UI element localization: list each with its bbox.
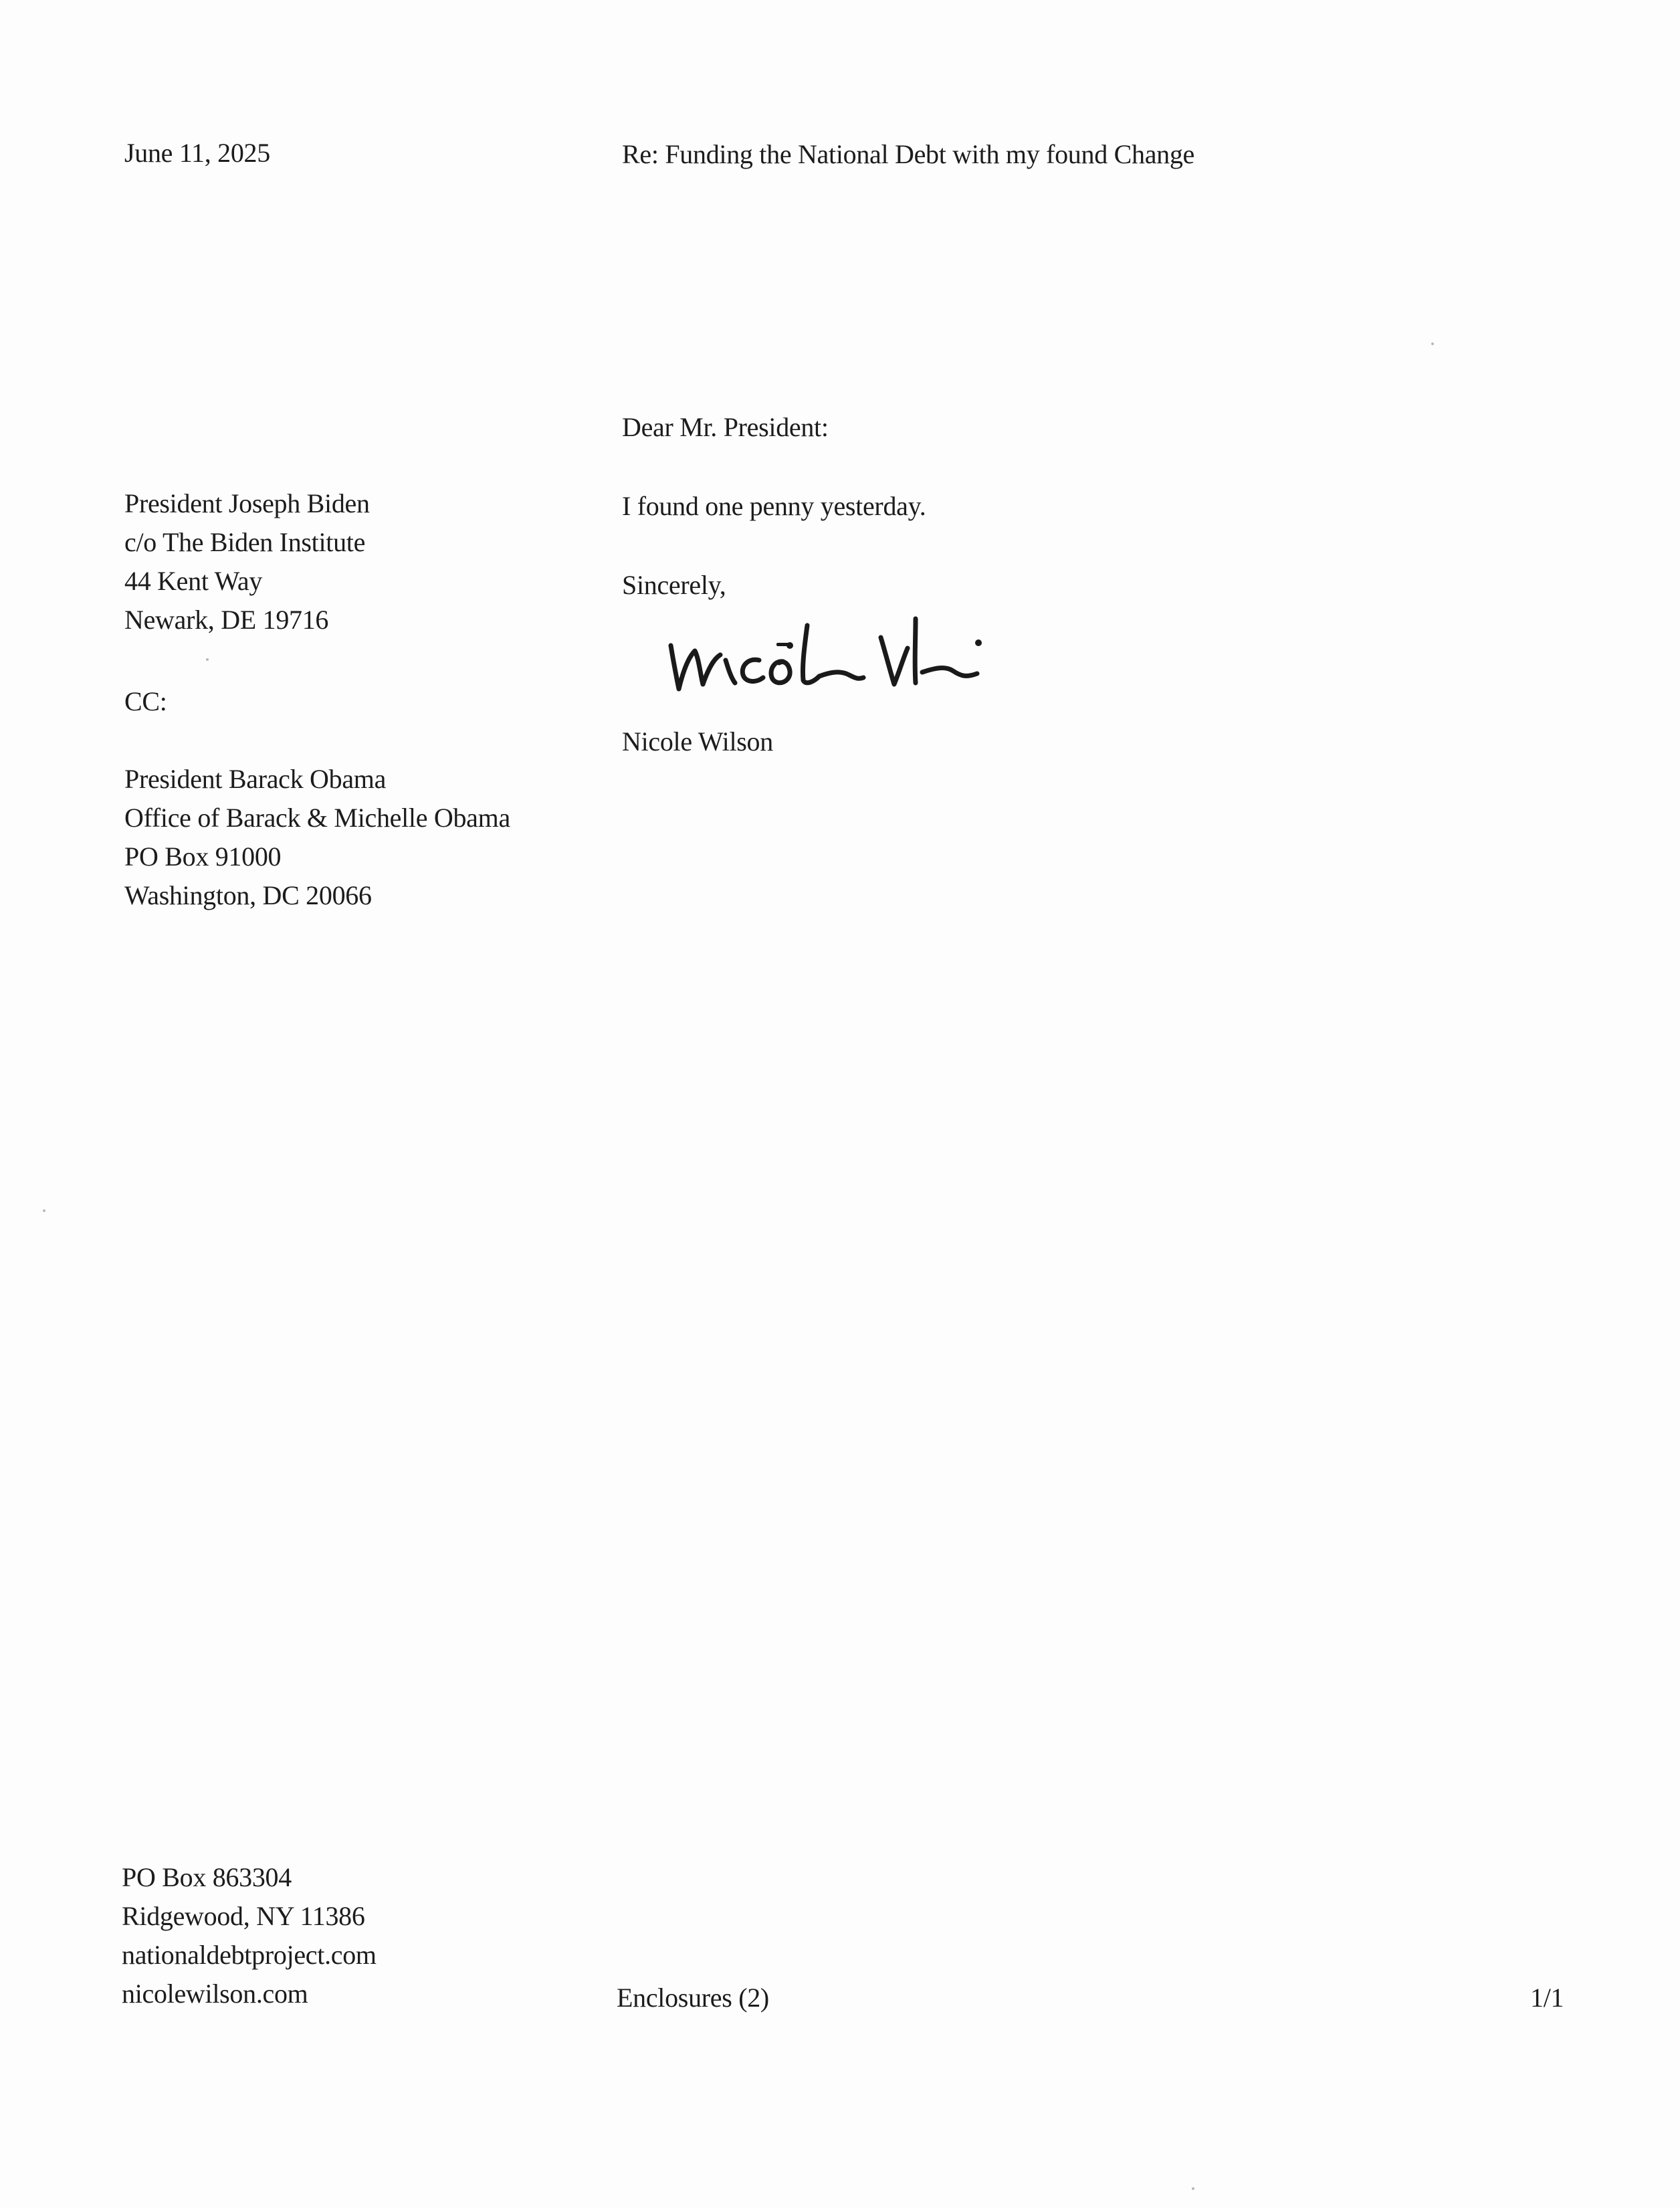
recipient-line: President Joseph Biden bbox=[124, 488, 370, 518]
letter-body: I found one penny yesterday. bbox=[622, 491, 926, 521]
recipient-address bbox=[124, 484, 370, 639]
cc-line: President Barack Obama bbox=[124, 764, 387, 794]
letter-date: June 11, 2025 bbox=[124, 138, 270, 168]
sender-address bbox=[122, 1858, 377, 2013]
scan-speck bbox=[1431, 342, 1434, 345]
recipient-line: Newark, DE 19716 bbox=[124, 605, 329, 635]
signature-name: Nicole Wilson bbox=[622, 726, 773, 757]
recipient-line: c/o The Biden Institute bbox=[124, 527, 366, 557]
enclosures-note: Enclosures (2) bbox=[617, 1983, 769, 2013]
page-number: 1/1 bbox=[1530, 1983, 1564, 2013]
cc-address bbox=[124, 760, 510, 915]
cc-line: Washington, DC 20066 bbox=[124, 880, 372, 910]
sender-line: PO Box 863304 bbox=[122, 1862, 292, 1892]
recipient-line: 44 Kent Way bbox=[124, 566, 263, 596]
sender-line: nationaldebtproject.com bbox=[122, 1940, 377, 1970]
letter-subject: Re: Funding the National Debt with my found Change bbox=[622, 139, 1194, 169]
cc-line: PO Box 91000 bbox=[124, 841, 282, 872]
cc-line: Office of Barack & Michelle Obama bbox=[124, 803, 510, 833]
sender-line: Ridgewood, NY 11386 bbox=[122, 1901, 365, 1931]
handwritten-signature bbox=[659, 599, 1007, 706]
salutation: Dear Mr. President: bbox=[622, 412, 829, 442]
scan-speck bbox=[1192, 2187, 1194, 2190]
cc-label: CC: bbox=[124, 686, 167, 716]
scan-speck bbox=[206, 658, 209, 661]
sender-line: nicolewilson.com bbox=[122, 1979, 308, 2009]
scan-speck bbox=[43, 1209, 45, 1212]
closing: Sincerely, bbox=[622, 570, 726, 600]
